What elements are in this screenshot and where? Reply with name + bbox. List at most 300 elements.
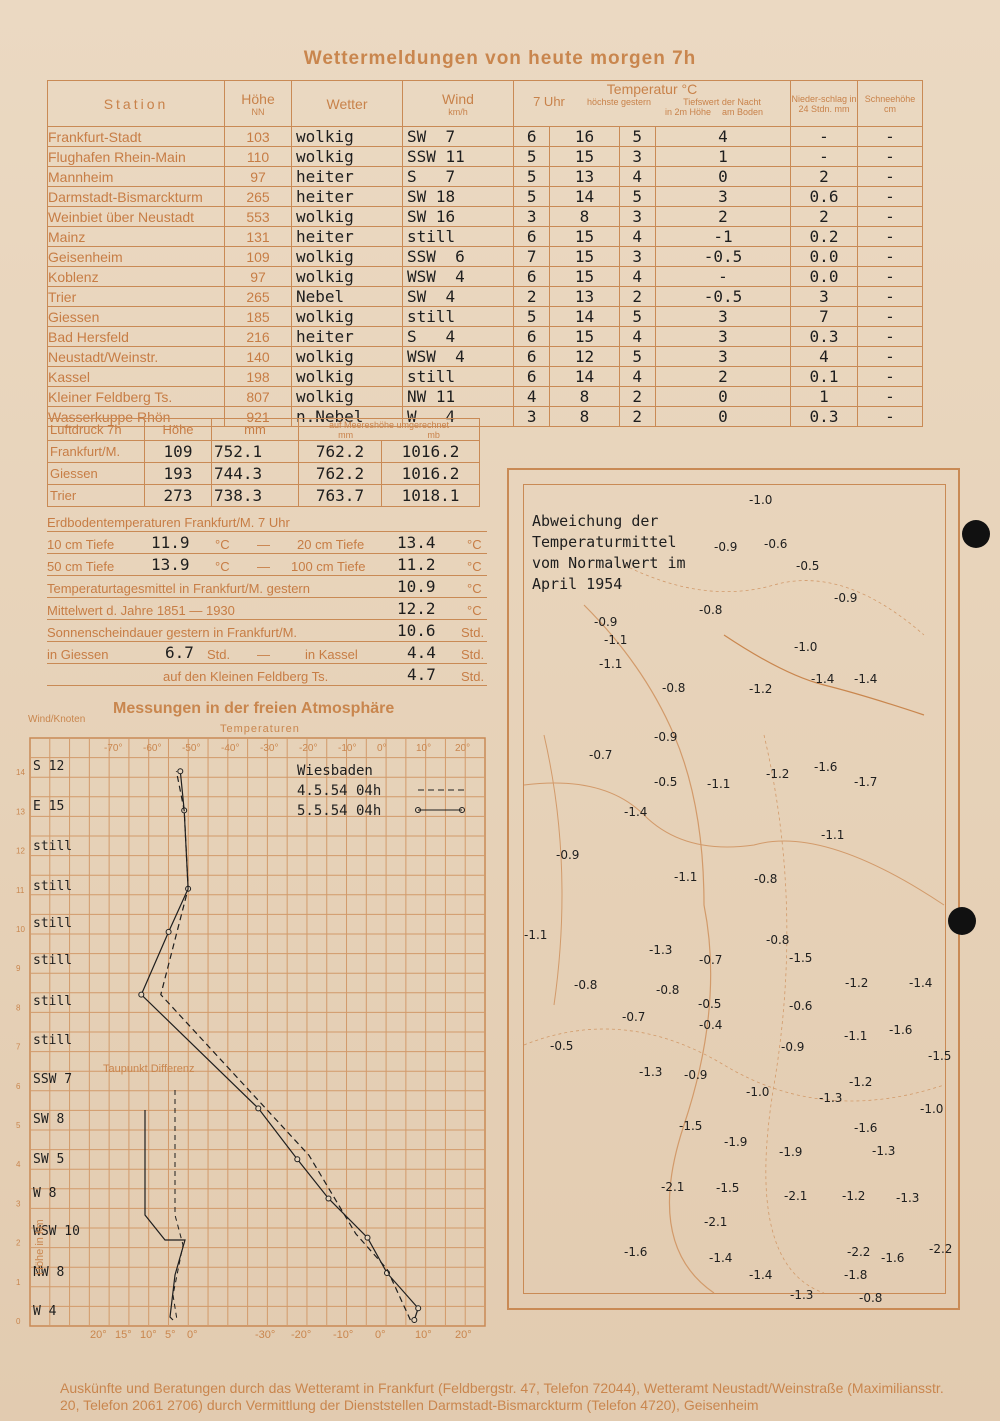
map-value: -1.3 [819,1091,843,1105]
station-name: Flughafen Rhein-Main [48,147,225,167]
series-line-1 [161,771,411,1320]
map-value: -0.9 [834,591,858,605]
feldberg-row [47,664,487,686]
station-hoehe: 921 [225,407,292,427]
sonne-value: 10.6 [397,621,436,640]
ld-mm: 738.3 [212,485,299,507]
station-hoechst: 15 [550,267,619,287]
taupunkt-label: Taupunkt Differenz [103,1063,195,1075]
station-t7: 4 [514,387,550,407]
km-tick: 12 [16,846,25,856]
station-wetter: wolkig [292,267,403,287]
station-boden: 1 [655,147,790,167]
boden-dash3: — [257,647,270,662]
station-t7: 6 [514,347,550,367]
col-wind-label: Wind [442,90,474,107]
station-schnee: - [858,287,923,307]
station-hoehe: 198 [225,367,292,387]
station-name: Mannheim [48,167,225,187]
bottom-tick: 10° [415,1329,432,1341]
station-t2m: 4 [619,367,655,387]
mittel-label: Mittelwert d. Jahre 1851 — 1930 [47,603,235,618]
station-wetter: heiter [292,227,403,247]
boden-l10: 10 cm Tiefe [47,537,115,552]
map-value: -2.2 [847,1245,871,1259]
station-row [48,187,923,207]
station-boden: - [655,267,790,287]
station-nied: 0.3 [791,407,858,427]
station-name: Koblenz [48,267,225,287]
map-value: -1.5 [928,1049,952,1063]
top-tick: 20° [455,743,471,754]
map-value: -0.5 [796,559,820,573]
station-schnee: - [858,327,923,347]
boden-l100: 100 cm Tiefe [291,559,366,574]
station-wind: still [403,307,514,327]
station-schnee: - [858,147,923,167]
col-wetter: Wetter [292,81,403,127]
station-hoechst: 14 [550,187,619,207]
station-boden: -0.5 [655,287,790,307]
station-wetter: wolkig [292,387,403,407]
map-value: -1.9 [724,1135,748,1149]
station-name: Weinbiet über Neustadt [48,207,225,227]
station-name: Frankfurt-Stadt [48,127,225,147]
station-hoehe: 97 [225,267,292,287]
bottom-tick: 15° [115,1329,132,1341]
col-wind [403,81,514,127]
station-t2m: 3 [619,147,655,167]
bottom-tick: -30° [255,1329,276,1341]
station-name: Bad Hersfeld [48,327,225,347]
map-value: -1.0 [746,1085,770,1099]
station-wetter: wolkig [292,247,403,267]
map-value: -1.1 [604,633,628,647]
station-t7: 2 [514,287,550,307]
boden-v10: 11.9 [151,533,190,552]
ld-rows [48,441,480,507]
map-value: -1.3 [872,1144,896,1158]
col-hoehe-unit: NN [251,106,265,117]
station-row [48,367,923,387]
station-wind: SW 4 [403,287,514,307]
km-tick: 10 [16,925,25,934]
wind-label: WSW 10 [33,1224,80,1239]
bottom-tick: 0° [187,1329,198,1341]
station-hoehe: 185 [225,307,292,327]
map-value: -1.2 [849,1075,873,1089]
map-value: -0.5 [550,1039,574,1053]
ld-row [48,441,480,463]
station-row [48,167,923,187]
map-value: -0.9 [654,730,678,744]
map-value: -0.9 [556,848,580,862]
wind-label: still [33,953,73,968]
series-point [139,992,144,997]
wind-label: W 8 [33,1186,57,1201]
series-point [416,1306,421,1311]
station-row [48,327,923,347]
station-nied: 4 [791,347,858,367]
station-hoehe: 553 [225,207,292,227]
ld-h4-label: auf Meereshöhe umgerechnet [328,419,450,430]
ld-row [48,485,480,507]
col-schnee: Schneehöhe cm [858,81,923,127]
ld-mb: 1016.2 [381,441,479,463]
giessen-kassel-row [47,642,487,664]
series-point [166,929,171,934]
map-value: -1.4 [709,1251,733,1265]
temp-in2m: in 2m Höhe [664,107,712,117]
boden-unit1: °C [215,537,230,552]
boden-l50: 50 cm Tiefe [47,559,115,574]
station-t2m: 5 [619,307,655,327]
boden-title: Erdbodentemperaturen Frankfurt/M. 7 Uhr [47,515,290,530]
km-tick: 1 [16,1277,21,1287]
wind-label: still [33,839,73,854]
station-row [48,247,923,267]
map-value: -1.3 [639,1065,663,1079]
map-value: -0.7 [622,1010,646,1024]
station-row [48,267,923,287]
station-nied: 0.6 [791,187,858,207]
station-boden: 0 [655,407,790,427]
station-wetter: wolkig [292,347,403,367]
map-value: -0.9 [684,1068,708,1082]
station-wetter: wolkig [292,207,403,227]
map-value: -0.9 [714,540,738,554]
km-tick: 11 [16,885,25,895]
col-nied: Nieder-schlag in 24 Stdn. mm [791,81,858,127]
ld-mm-meer: 763.7 [299,485,382,507]
station-hoehe: 216 [225,327,292,347]
map-frame [523,484,953,1305]
sonne-unit: Std. [461,625,485,640]
station-wind: SSW 6 [403,247,514,267]
station-wind: SW 7 [403,127,514,147]
station-boden: 4 [655,127,790,147]
ld-h2: Höhe [145,419,212,441]
col-station: Station [48,81,225,127]
map-value: -1.1 [844,1029,868,1043]
map-value: -0.5 [654,775,678,789]
map-value: -1.4 [909,976,933,990]
atmos-chart [16,735,490,1347]
map-value: -0.6 [764,537,788,551]
map-value: -0.8 [662,681,686,695]
kassel-unit: Std. [461,647,485,662]
station-name: Neustadt/Weinstr. [48,347,225,367]
bottom-tick: 5° [165,1329,176,1341]
km-tick: 8 [16,1003,21,1013]
station-hoechst: 13 [550,287,619,307]
station-t7: 5 [514,187,550,207]
series-line-0 [141,771,418,1320]
boden-dash1: — [257,537,270,552]
ld-hoehe: 273 [145,485,212,507]
feldberg-value: 4.7 [407,665,436,684]
bottom-tick: 20° [90,1329,107,1341]
station-t2m: 2 [619,387,655,407]
map-value: -1.7 [854,775,878,789]
footer: Auskünfte und Beratungen durch das Wetteramt in Frankfurt (Feldbergstr. 47, Telefon 72044), Wetteramt Neustadt/Weinstraße (Maximiliansstr. 20, Telefon 2061 2706) durch Vermittlung der Dienststellen Darmstadt-Bismarckturm (Telefon 4720), Geisenheim [60,1380,944,1413]
map-value: -1.6 [854,1121,878,1135]
station-hoehe: 109 [225,247,292,267]
ld-hoehe: 193 [145,463,212,485]
map-value: -0.8 [766,933,790,947]
map-value: -1.3 [896,1191,920,1205]
top-tick: -30° [260,743,279,754]
station-name: Kleiner Feldberg Ts. [48,387,225,407]
station-schnee: - [858,307,923,327]
series-point [178,769,183,774]
station-hoechst: 8 [550,207,619,227]
tagesmittel-row [47,576,487,598]
legend-legend2: 4.5.54 04h [297,783,382,799]
map-value: -1.6 [889,1023,913,1037]
ld-h4 [299,419,480,441]
map-value: -1.4 [811,672,835,686]
map-value: -1.4 [624,805,648,819]
station-hoehe: 97 [225,167,292,187]
boden-row1 [47,532,487,554]
station-t7: 6 [514,327,550,347]
station-t7: 6 [514,267,550,287]
station-t7: 6 [514,367,550,387]
bottom-tick: 10° [140,1329,157,1341]
map-value: -1.1 [674,870,698,884]
ld-mm-meer: 762.2 [299,463,382,485]
col-temperatur [514,81,791,127]
station-hoehe: 110 [225,147,292,167]
map-value: -1.0 [794,640,818,654]
km-tick: 7 [16,1042,21,1052]
station-t2m: 2 [619,287,655,307]
sonne-label: Sonnenscheindauer gestern in Frankfurt/M. [47,625,298,640]
station-wind: WSW 4 [403,267,514,287]
station-wetter: n.Nebel [292,407,403,427]
station-wind: NW 11 [403,387,514,407]
map-value: -1.2 [842,1189,866,1203]
map-value: -1.0 [749,493,773,507]
station-wind: still [403,367,514,387]
km-tick: 3 [16,1199,21,1209]
station-nied: 0.1 [791,367,858,387]
map-value: -0.8 [859,1291,883,1305]
map-value: -1.5 [679,1119,703,1133]
station-hoechst: 8 [550,407,619,427]
temp-t7: 7 Uhr [533,94,565,109]
wind-label: still [33,994,73,1009]
map-value: -0.8 [574,978,598,992]
map-value: -1.1 [599,657,623,671]
ld-mb: 1018.1 [381,485,479,507]
station-name: Mainz [48,227,225,247]
station-name: Wasserkuppe Rhön [48,407,225,427]
station-t7: 6 [514,227,550,247]
station-wetter: wolkig [292,307,403,327]
station-t2m: 5 [619,347,655,367]
map-value: -0.6 [789,999,813,1013]
station-name: Kassel [48,367,225,387]
map-value: -1.6 [814,760,838,774]
wind-label: SSW 7 [33,1072,73,1087]
station-boden: -0.5 [655,247,790,267]
station-nied: 1 [791,387,858,407]
luftdruck-table [47,418,480,507]
station-wetter: heiter [292,187,403,207]
col-wind-unit: km/h [448,106,468,117]
ld-ort: Trier [48,485,145,507]
ld-mm-meer: 762.2 [299,441,382,463]
map-value: -1.2 [749,682,773,696]
station-hoehe: 131 [225,227,292,247]
tagesmittel-label: Temperaturtagesmittel in Frankfurt/M. gestern [47,581,310,596]
station-rows [48,127,923,427]
map-value: -1.6 [624,1245,648,1259]
station-schnee: - [858,407,923,427]
station-t2m: 4 [619,267,655,287]
giessen-label: in Giessen [47,647,109,662]
ld-h3: mm [212,419,299,441]
station-schnee: - [858,227,923,247]
map-value: -1.1 [821,828,845,842]
taupunkt-dash-line [173,1090,183,1320]
map-value: -1.0 [920,1102,944,1116]
series-point [295,1157,300,1162]
station-t7: 5 [514,307,550,327]
station-boden: 3 [655,187,790,207]
top-tick: -20° [299,743,318,754]
map-value: -0.4 [699,1018,723,1032]
map-value: -0.8 [754,872,778,886]
wind-label: Wind/Knoten [28,714,86,725]
boden-unit2: °C [467,537,482,552]
station-hoechst: 12 [550,347,619,367]
station-t2m: 2 [619,407,655,427]
map-value: -2.1 [661,1180,685,1194]
map-value: -1.1 [524,928,548,942]
station-wind: S 4 [403,327,514,347]
atmos-title: Messungen in der freien Atmosphäre [113,700,395,717]
station-hoechst: 15 [550,147,619,167]
map-value: -1.5 [789,951,813,965]
station-row [48,127,923,147]
station-schnee: - [858,267,923,287]
station-schnee: - [858,247,923,267]
punch-hole-top [962,520,990,548]
station-t7: 6 [514,127,550,147]
station-boden: 2 [655,367,790,387]
kassel-label: in Kassel [305,647,358,662]
temp-hoechste: höchste gestern [586,97,652,107]
station-hoechst: 14 [550,307,619,327]
station-schnee: - [858,167,923,187]
ld-h1: Luftdruck 7h [48,419,145,441]
ld-mm: 744.3 [212,463,299,485]
col-hoehe [225,81,292,127]
temp-label: Temperaturen [220,723,300,735]
km-tick: 9 [16,964,21,974]
bottom-tick: 0° [375,1329,386,1341]
map-value: -1.3 [790,1288,814,1302]
station-wetter: wolkig [292,367,403,387]
legend-legend1: Wiesbaden [297,763,373,779]
km-tick: 2 [16,1238,21,1248]
sonne-row [47,620,487,642]
ld-mb: 1016.2 [381,463,479,485]
map-lines [524,485,945,1293]
station-t2m: 4 [619,327,655,347]
station-hoechst: 14 [550,367,619,387]
station-schnee: - [858,187,923,207]
top-tick: -60° [143,743,162,754]
wind-label: still [33,916,73,931]
bottom-tick: -10° [333,1329,354,1341]
station-name: Trier [48,287,225,307]
station-boden: 0 [655,387,790,407]
station-wind: still [403,227,514,247]
ld-ort: Giessen [48,463,145,485]
boden-unit3: °C [215,559,230,574]
station-schnee: - [858,387,923,407]
station-hoechst: 15 [550,227,619,247]
station-schnee: - [858,347,923,367]
station-t7: 5 [514,147,550,167]
top-tick: -40° [221,743,240,754]
boden-unit4: °C [467,559,482,574]
station-wind: W 4 [403,407,514,427]
station-hoechst: 15 [550,327,619,347]
top-tick: -10° [338,743,357,754]
giessen-value: 6.7 [165,643,194,662]
station-hoehe: 807 [225,387,292,407]
station-schnee: - [858,367,923,387]
map-value: -0.8 [656,983,680,997]
map-value: -1.4 [749,1268,773,1282]
hoehe-label: Höhe in km [34,1219,46,1275]
station-t2m: 5 [619,187,655,207]
wind-label: SW 5 [33,1152,65,1167]
feldberg-label: auf den Kleinen Feldberg Ts. [163,669,329,684]
station-hoehe: 140 [225,347,292,367]
station-boden: -1 [655,227,790,247]
station-wind: WSW 4 [403,347,514,367]
station-boden: 3 [655,327,790,347]
top-tick: -70° [104,743,123,754]
station-row [48,147,923,167]
temperature-map [507,468,960,1310]
station-boden: 3 [655,307,790,327]
km-tick: 14 [16,768,25,778]
tagesmittel-unit: °C [467,581,482,596]
kassel-value: 4.4 [407,643,436,662]
top-tick: 10° [416,743,432,754]
series-point [365,1235,370,1240]
boden-v100: 11.2 [397,555,436,574]
station-boden: 3 [655,347,790,367]
station-hoehe: 103 [225,127,292,147]
wind-label: still [33,879,73,894]
station-row [48,307,923,327]
station-hoechst: 16 [550,127,619,147]
station-nied: 2 [791,167,858,187]
station-row [48,387,923,407]
station-wind: SW 16 [403,207,514,227]
station-t2m: 4 [619,227,655,247]
station-wetter: Nebel [292,287,403,307]
bottom-tick: 20° [455,1329,472,1341]
